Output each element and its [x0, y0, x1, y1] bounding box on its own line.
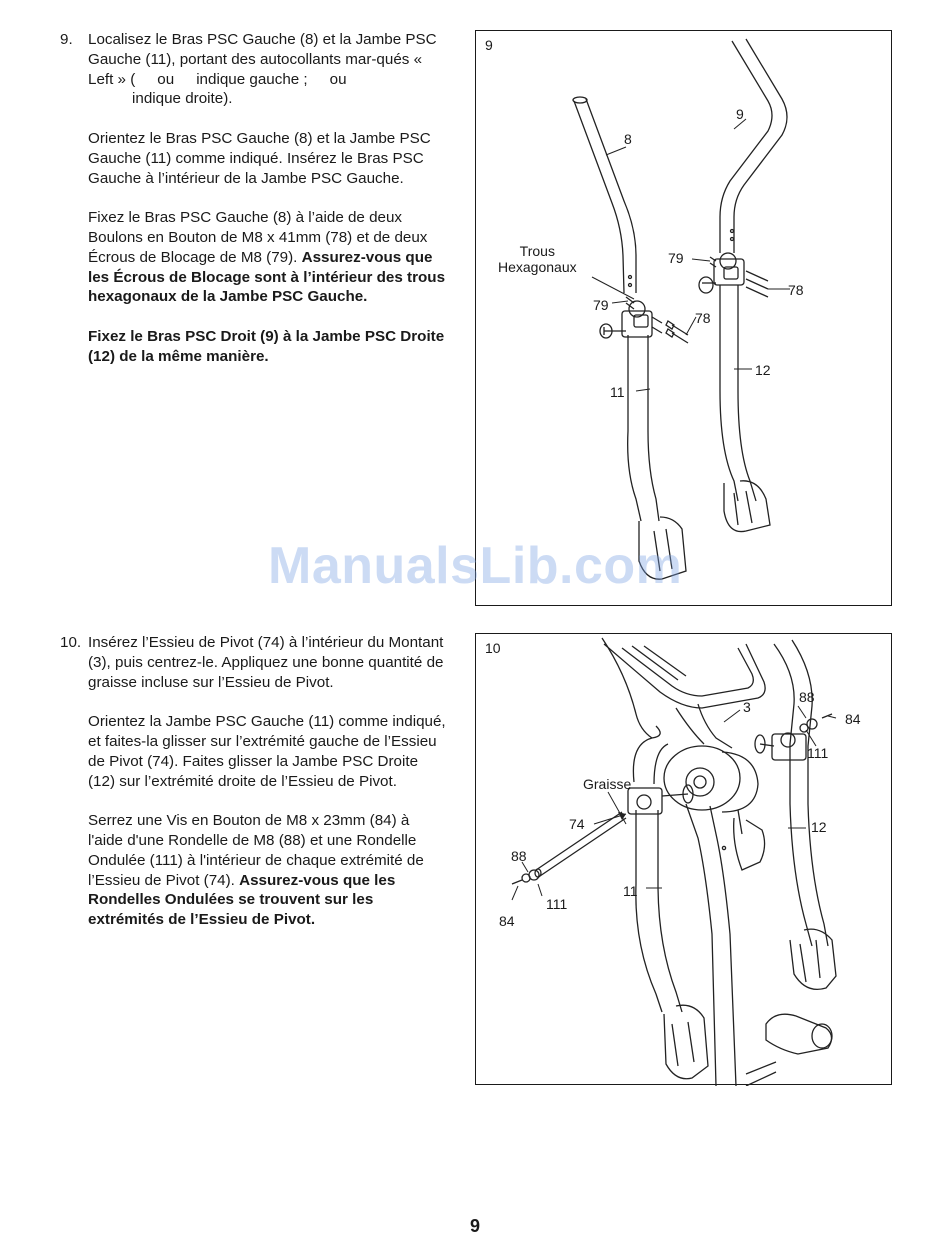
figure-9-label-78-right: 78 — [788, 282, 804, 298]
step-10-body — [88, 633, 448, 950]
figure-9-drawing — [476, 31, 893, 607]
figure-10-label-111-top: 111 — [807, 745, 829, 761]
figure-10-label-graisse: Graisse — [583, 776, 632, 792]
figure-9-label-11: 11 — [610, 384, 625, 400]
figure-9-label-79-right: 79 — [668, 250, 684, 266]
page-number: 9 — [469, 1216, 480, 1236]
figure-10-label-3: 3 — [743, 699, 751, 715]
figure-9-label-79-left: 79 — [593, 297, 609, 313]
figure-10-label-111-left: 111 — [546, 896, 568, 912]
figure-9-label-9: 9 — [736, 106, 744, 122]
step-9-paragraph-1: Localisez le Bras PSC Gauche (8) et la Jambe PSC Gauche (11), portant des autocollants mar-qués « Left » ( ou indique gauche ; ou indique droite). — [88, 31, 437, 108]
figure-9-label-trous: Trous Hexagonaux — [498, 243, 577, 275]
step-9-paragraph-4: Fixez le Bras PSC Droit (9) à la Jambe PSC Droite (12) de la même manière. — [88, 327, 445, 365]
figure-10-label-84-top: 84 — [845, 711, 861, 727]
step-10-number: 10. — [60, 634, 82, 651]
figure-10-drawing — [476, 634, 893, 1086]
step-9-body — [88, 30, 448, 386]
figure-10-label-12: 12 — [811, 819, 827, 835]
figure-10-label-88-left: 88 — [511, 848, 527, 864]
step-10-paragraph-1: Insérez l’Essieu de Pivot (74) à l’intérieur du Montant (3), puis centrez-le. Appliquez une bonne quantité de graisse incluse sur l’Essieu de Pivot. — [88, 634, 444, 691]
figure-9-label-78-left: 78 — [695, 310, 711, 326]
step-9-paragraph-2: Orientez le Bras PSC Gauche (8) et la Jambe PSC Gauche (11) comme indiqué. Insérez le Bras PSC Gauche à l’intérieur de la Jambe PSC Gauche. — [88, 129, 431, 187]
step-10-paragraph-2: Orientez la Jambe PSC Gauche (11) comme indiqué, et faites-la glisser sur l’extrémité gauche de l’Essieu de Pivot (74). Faites glisser la Jambe PSC Droite (12) sur l’extrémité droite de l’Essieu de Pivot. — [88, 713, 446, 790]
figure-10 — [475, 633, 892, 1085]
figure-10-label-84-left: 84 — [499, 913, 515, 929]
figure-9 — [475, 30, 892, 606]
manualslib-watermark: ManualsLib.com — [268, 537, 683, 595]
step-9-number: 9. — [60, 31, 73, 48]
figure-10-label-88-top: 88 — [799, 689, 815, 705]
figure-9-label-12: 12 — [755, 362, 771, 378]
figure-9-label-8: 8 — [624, 131, 632, 147]
figure-10-label-74: 74 — [569, 816, 585, 832]
figure-10-number: 10 — [485, 640, 501, 656]
figure-10-label-11: 11 — [623, 883, 638, 899]
step-10-paragraph-3: Serrez une Vis en Bouton de M8 x 23mm (84) à l'aide d'une Rondelle de M8 (88) et une Rondelle Ondulée (111) à l'intérieur de chaque extrémité de l’Essieu de Pivot (74). Assurez-vous que les Rondelles Ondulées se trouvent sur les extrémités de l’Essieu de Pivot. — [88, 812, 424, 929]
step-9-paragraph-3: Fixez le Bras PSC Gauche (8) à l’aide de deux Boulons en Bouton de M8 x 41mm (78) et de deux Écrous de Blocage de M8 (79). Assurez-vous que les Écrous de Blocage sont à l’intérieur des trous hexagonaux de la Jambe PSC Gauche. — [88, 209, 446, 306]
figure-9-number: 9 — [485, 37, 493, 53]
